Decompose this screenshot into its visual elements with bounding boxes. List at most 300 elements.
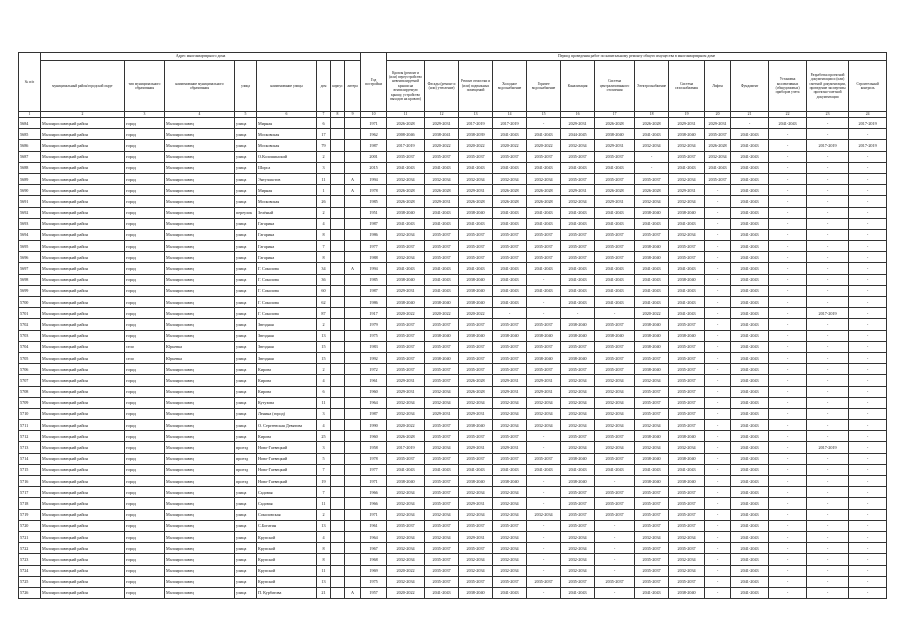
table-cell: Крупской: [257, 543, 317, 554]
table-cell: 1967: [361, 543, 387, 554]
table-cell: 2032-2034: [635, 196, 669, 207]
table-cell: -: [849, 173, 887, 184]
table-cell: 2: [317, 364, 331, 375]
table-cell: 2041-2043: [731, 352, 769, 363]
table-cell: 2035-2037: [425, 375, 459, 386]
table-cell: 2041-2043: [731, 420, 769, 431]
table-cell: -: [595, 531, 635, 542]
table-cell: 2041-2043: [493, 129, 527, 140]
table-cell: 2032-2034: [459, 487, 493, 498]
table-cell: -: [849, 196, 887, 207]
table-cell: 1962: [361, 129, 387, 140]
table-cell: [345, 487, 361, 498]
table-cell: 2032-2034: [705, 151, 731, 162]
table-cell: 2041-2043: [527, 464, 561, 475]
table-cell: 2038-2040: [493, 330, 527, 341]
table-cell: Малоярославецкий район: [41, 151, 125, 162]
table-cell: Малоярославецкий район: [41, 442, 125, 453]
table-cell: -: [527, 118, 561, 129]
table-cell: 5718: [19, 498, 41, 509]
table-cell: 2035-2037: [425, 151, 459, 162]
table-cell: 2032-2034: [669, 229, 705, 240]
table-cell: 15: [317, 352, 331, 363]
table-cell: -: [527, 531, 561, 542]
table-cell: 1978: [361, 185, 387, 196]
table-cell: -: [849, 375, 887, 386]
table-cell: 2: [317, 151, 331, 162]
table-cell: 2035-2037: [635, 543, 669, 554]
table-cell: [345, 364, 361, 375]
table-cell: -: [849, 520, 887, 531]
table-cell: -: [705, 386, 731, 397]
table-cell: [331, 520, 345, 531]
table-cell: -: [705, 408, 731, 419]
table-row: [19, 442, 887, 453]
table-cell: -: [849, 364, 887, 375]
table-cell: А: [345, 185, 361, 196]
table-row: [19, 543, 887, 554]
table-cell: 2038-2040: [459, 420, 493, 431]
table-cell: Мирная: [257, 118, 317, 129]
table-cell: 2032-2034: [387, 173, 425, 184]
col-number-18: 18: [635, 112, 669, 118]
table-cell: -: [769, 252, 807, 263]
table-cell: 2041-2043: [561, 162, 595, 173]
col-number-24: 24: [849, 112, 887, 118]
table-cell: -: [807, 341, 849, 352]
table-cell: 2026-2028: [425, 185, 459, 196]
table-cell: [331, 274, 345, 285]
table-cell: 2035-2037: [493, 576, 527, 587]
table-cell: Малоярославец: [165, 364, 235, 375]
table-cell: 2035-2037: [387, 241, 425, 252]
table-cell: 1975: [361, 330, 387, 341]
table-cell: 2029-2031: [595, 196, 635, 207]
table-cell: -: [769, 330, 807, 341]
col-header-8: литера: [345, 61, 361, 112]
table-cell: 2038-2040: [595, 330, 635, 341]
table-cell: Малоярославецкий район: [41, 565, 125, 576]
table-cell: город: [125, 297, 165, 308]
table-cell: [331, 498, 345, 509]
table-cell: 2: [317, 319, 331, 330]
table-cell: 2041-2043: [527, 129, 561, 140]
table-cell: 2035-2037: [425, 431, 459, 442]
table-cell: 3: [317, 162, 331, 173]
table-cell: 2035-2037: [493, 252, 527, 263]
table-cell: -: [807, 464, 849, 475]
table-cell: 2032-2034: [561, 531, 595, 542]
table-cell: 34: [317, 263, 331, 274]
table-cell: 1990: [361, 420, 387, 431]
table-cell: 2041-2043: [493, 297, 527, 308]
table-cell: 2017-2019: [387, 442, 425, 453]
table-cell: Кирова: [257, 431, 317, 442]
table-cell: 2035-2037: [459, 364, 493, 375]
table-cell: -: [705, 509, 731, 520]
table-cell: 2038-2040: [635, 207, 669, 218]
table-cell: -: [849, 297, 887, 308]
table-cell: -: [769, 308, 807, 319]
table-cell: 2035-2037: [669, 341, 705, 352]
table-cell: [345, 207, 361, 218]
table-cell: город: [125, 173, 165, 184]
table-cell: [331, 285, 345, 296]
table-cell: 2035-2037: [635, 509, 669, 520]
table-cell: Ново-Гаевецкий: [257, 453, 317, 464]
table-cell: [331, 420, 345, 431]
table-row: [19, 576, 887, 587]
table-cell: -: [705, 218, 731, 229]
table-cell: 2020-2022: [527, 140, 561, 151]
table-cell: [331, 565, 345, 576]
table-cell: 1917: [361, 308, 387, 319]
table-cell: 2035-2037: [561, 509, 595, 520]
table-cell: 2041-2043: [493, 162, 527, 173]
table-cell: 2041-2043: [731, 498, 769, 509]
table-cell: Малоярославец: [165, 118, 235, 129]
col-number-5: 5: [235, 112, 257, 118]
table-cell: -: [769, 587, 807, 598]
table-cell: 2035-2037: [425, 420, 459, 431]
table-cell: Юрьевка: [165, 341, 235, 352]
table-cell: 2041-2043: [425, 587, 459, 598]
table-cell: 5715: [19, 464, 41, 475]
table-cell: город: [125, 431, 165, 442]
table-cell: Ново-Гаевецкий: [257, 442, 317, 453]
table-cell: 2035-2037: [595, 498, 635, 509]
table-cell: Малоярославецкий район: [41, 218, 125, 229]
table-cell: 2035-2037: [425, 252, 459, 263]
table-cell: 2032-2034: [425, 442, 459, 453]
table-cell: 1977: [361, 241, 387, 252]
table-cell: 2032-2034: [561, 565, 595, 576]
col-header-5: наименование улицы: [257, 61, 317, 112]
table-cell: 1964: [361, 397, 387, 408]
table-cell: 2041-2043: [669, 297, 705, 308]
table-cell: 5724: [19, 565, 41, 576]
table-cell: -: [769, 442, 807, 453]
table-cell: 1968: [361, 554, 387, 565]
table-cell: 2032-2034: [595, 420, 635, 431]
table-cell: 5707: [19, 375, 41, 386]
table-cell: -: [849, 263, 887, 274]
table-cell: 5691: [19, 196, 41, 207]
table-cell: 2035-2037: [459, 576, 493, 587]
table-cell: [331, 319, 345, 330]
col-number-20: 20: [705, 112, 731, 118]
table-row: [19, 308, 887, 319]
table-cell: 87: [317, 308, 331, 319]
table-cell: -: [705, 587, 731, 598]
table-cell: 2020-2022: [387, 308, 425, 319]
col-header-14: Горячее водоснабжение: [527, 61, 561, 112]
col-header-11: Фасады (ремонт и (или) утепление): [425, 61, 459, 112]
table-cell: 2041-2043: [731, 341, 769, 352]
table-cell: 2026-2028: [635, 185, 669, 196]
table-cell: 1961: [361, 375, 387, 386]
table-cell: 5712: [19, 431, 41, 442]
table-cell: Малоярославецкий район: [41, 464, 125, 475]
table-cell: -: [705, 476, 731, 487]
table-cell: 1988: [361, 252, 387, 263]
table-cell: город: [125, 274, 165, 285]
table-cell: 5692: [19, 207, 41, 218]
table-cell: -: [849, 352, 887, 363]
table-row: [19, 397, 887, 408]
col-header-10: Кровля (ремонт и (или) переустройство невентилируемой крыши на вентилируемую крышу, устройство выходов на кровлю): [387, 61, 425, 112]
table-cell: 1966: [361, 498, 387, 509]
table-cell: 2038-2040: [669, 274, 705, 285]
table-row: [19, 140, 887, 151]
table-cell: 2038-2040: [635, 341, 669, 352]
table-cell: улица: [235, 308, 257, 319]
table-cell: 2026-2028: [527, 185, 561, 196]
table-cell: 2038-2040: [459, 285, 493, 296]
table-cell: -: [705, 565, 731, 576]
table-cell: 2041-2043: [669, 162, 705, 173]
table-cell: [331, 352, 345, 363]
table-cell: 2041-2043: [527, 285, 561, 296]
table-cell: 2038-2040: [635, 319, 669, 330]
table-cell: -: [769, 207, 807, 218]
table-cell: -: [769, 408, 807, 419]
table-cell: Малоярославец: [165, 140, 235, 151]
table-cell: село: [125, 341, 165, 352]
table-cell: 5696: [19, 252, 41, 263]
table-cell: 2032-2034: [595, 397, 635, 408]
table-cell: улица: [235, 274, 257, 285]
table-cell: 2041-2043: [425, 263, 459, 274]
table-cell: 2041-2043: [527, 207, 561, 218]
table-cell: 26: [317, 196, 331, 207]
table-cell: 2035-2037: [387, 151, 425, 162]
table-cell: 5690: [19, 185, 41, 196]
col-number-3: 3: [125, 112, 165, 118]
table-cell: -: [527, 476, 561, 487]
table-cell: 2029-2031: [425, 408, 459, 419]
table-cell: -: [705, 498, 731, 509]
schedule-sheet: [18, 52, 886, 599]
table-cell: -: [807, 241, 849, 252]
table-cell: -: [849, 408, 887, 419]
table-cell: Мирная: [257, 185, 317, 196]
table-cell: 5695: [19, 241, 41, 252]
table-cell: 2041-2043: [731, 252, 769, 263]
col-header-2: тип муниципального образования: [125, 61, 165, 112]
table-cell: -: [849, 185, 887, 196]
table-cell: -: [769, 576, 807, 587]
table-cell: Гагарина: [257, 252, 317, 263]
table-cell: улица: [235, 140, 257, 151]
table-cell: 2041-2043: [635, 297, 669, 308]
table-cell: улица: [235, 543, 257, 554]
table-cell: 2035-2037: [493, 352, 527, 363]
table-cell: -: [807, 498, 849, 509]
table-row: [19, 218, 887, 229]
table-cell: 2035-2037: [425, 319, 459, 330]
table-cell: 2032-2034: [635, 375, 669, 386]
table-cell: 13: [317, 330, 331, 341]
table-cell: -: [807, 375, 849, 386]
table-cell: 2041-2043: [731, 576, 769, 587]
table-cell: 2035-2037: [459, 341, 493, 352]
table-cell: проезд: [235, 453, 257, 464]
table-cell: [345, 297, 361, 308]
table-cell: 2017-2019: [849, 140, 887, 151]
table-cell: -: [807, 587, 849, 598]
table-cell: -: [595, 476, 635, 487]
table-cell: 2035-2037: [595, 173, 635, 184]
table-cell: -: [595, 308, 635, 319]
table-cell: 2032-2034: [493, 420, 527, 431]
table-cell: [331, 330, 345, 341]
table-cell: -: [705, 263, 731, 274]
table-cell: Малоярославецкий район: [41, 397, 125, 408]
table-cell: -: [705, 229, 731, 240]
table-cell: 2035-2037: [493, 151, 527, 162]
table-cell: 2038-2040: [527, 352, 561, 363]
table-cell: [331, 218, 345, 229]
table-cell: 79: [317, 140, 331, 151]
table-cell: город: [125, 375, 165, 386]
col-header-7: корпус: [331, 61, 345, 112]
table-cell: 2029-2031: [527, 386, 561, 397]
table-cell: город: [125, 118, 165, 129]
table-cell: 2035-2037: [595, 431, 635, 442]
table-cell: 2029-2031: [459, 531, 493, 542]
table-cell: 2032-2034: [425, 509, 459, 520]
table-cell: Кутузова: [257, 397, 317, 408]
table-cell: 2017-2019: [459, 118, 493, 129]
table-cell: 5709: [19, 397, 41, 408]
table-cell: 2032-2034: [527, 420, 561, 431]
table-cell: [331, 185, 345, 196]
table-cell: -: [769, 196, 807, 207]
table-cell: улица: [235, 420, 257, 431]
table-cell: город: [125, 408, 165, 419]
table-cell: Малоярославецкий район: [41, 531, 125, 542]
table-cell: 2041-2043: [731, 274, 769, 285]
table-row: [19, 352, 887, 363]
table-cell: 2035-2037: [425, 520, 459, 531]
table-cell: город: [125, 263, 165, 274]
table-cell: 13: [317, 576, 331, 587]
table-cell: 2035-2037: [635, 565, 669, 576]
table-cell: 2041-2043: [561, 207, 595, 218]
table-cell: [331, 431, 345, 442]
col-header-13: Холодное водоснабжение: [493, 61, 527, 112]
table-cell: [345, 375, 361, 386]
table-cell: 2041-2043: [731, 263, 769, 274]
table-cell: Малоярославец: [165, 464, 235, 475]
table-cell: 2026-2028: [459, 375, 493, 386]
table-cell: проезд: [235, 476, 257, 487]
table-cell: улица: [235, 229, 257, 240]
table-cell: город: [125, 218, 165, 229]
table-cell: город: [125, 129, 165, 140]
table-cell: -: [527, 297, 561, 308]
table-cell: улица: [235, 263, 257, 274]
table-cell: 2035-2037: [425, 498, 459, 509]
table-cell: 2035-2037: [425, 453, 459, 464]
table-cell: -: [705, 196, 731, 207]
table-cell: 7: [317, 464, 331, 475]
table-cell: 5688: [19, 162, 41, 173]
table-cell: город: [125, 207, 165, 218]
table-cell: 2032-2034: [527, 397, 561, 408]
table-cell: 2041-2043: [493, 263, 527, 274]
table-row: [19, 509, 887, 520]
table-cell: 2038-2040: [635, 453, 669, 464]
table-cell: 2041-2043: [561, 297, 595, 308]
table-cell: 2038-2040: [459, 330, 493, 341]
table-cell: 2041-2043: [635, 587, 669, 598]
table-cell: -: [807, 185, 849, 196]
table-cell: -: [807, 386, 849, 397]
table-cell: -: [807, 476, 849, 487]
table-cell: -: [595, 543, 635, 554]
table-cell: [345, 420, 361, 431]
table-cell: улица: [235, 297, 257, 308]
table-cell: 2038-2040: [635, 241, 669, 252]
table-cell: -: [705, 554, 731, 565]
table-cell: [345, 129, 361, 140]
table-cell: 11: [317, 565, 331, 576]
table-cell: 2032-2034: [635, 140, 669, 151]
table-cell: 2020-2022: [635, 308, 669, 319]
table-cell: -: [731, 118, 769, 129]
table-cell: 1985: [361, 274, 387, 285]
table-cell: 2041-2043: [493, 207, 527, 218]
table-cell: -: [807, 397, 849, 408]
table-cell: 2035-2037: [595, 352, 635, 363]
table-cell: 2038-2040: [387, 476, 425, 487]
table-cell: 2038-2040: [561, 319, 595, 330]
table-cell: 2032-2034: [561, 397, 595, 408]
table-row: [19, 330, 887, 341]
table-cell: город: [125, 576, 165, 587]
table-cell: -: [769, 241, 807, 252]
table-cell: -: [849, 241, 887, 252]
table-cell: 2035-2037: [561, 341, 595, 352]
table-cell: -: [769, 386, 807, 397]
table-cell: -: [769, 341, 807, 352]
table-cell: 2035-2037: [669, 543, 705, 554]
table-cell: город: [125, 554, 165, 565]
table-cell: 2: [317, 509, 331, 520]
table-cell: 5713: [19, 442, 41, 453]
table-cell: -: [849, 285, 887, 296]
table-cell: -: [849, 464, 887, 475]
table-cell: -: [595, 565, 635, 576]
table-cell: город: [125, 453, 165, 464]
table-cell: [345, 509, 361, 520]
table-cell: 2041-2043: [731, 554, 769, 565]
table-cell: Малоярославец: [165, 487, 235, 498]
table-cell: город: [125, 397, 165, 408]
table-cell: улица: [235, 196, 257, 207]
table-cell: -: [807, 352, 849, 363]
col-number-13: 13: [459, 112, 493, 118]
table-cell: 2032-2034: [459, 554, 493, 565]
table-cell: -: [705, 252, 731, 263]
table-cell: Звездная: [257, 352, 317, 363]
table-cell: Кирова: [257, 386, 317, 397]
col-header-6: дом: [317, 61, 331, 112]
table-cell: 2041-2043: [425, 274, 459, 285]
table-cell: город: [125, 531, 165, 542]
